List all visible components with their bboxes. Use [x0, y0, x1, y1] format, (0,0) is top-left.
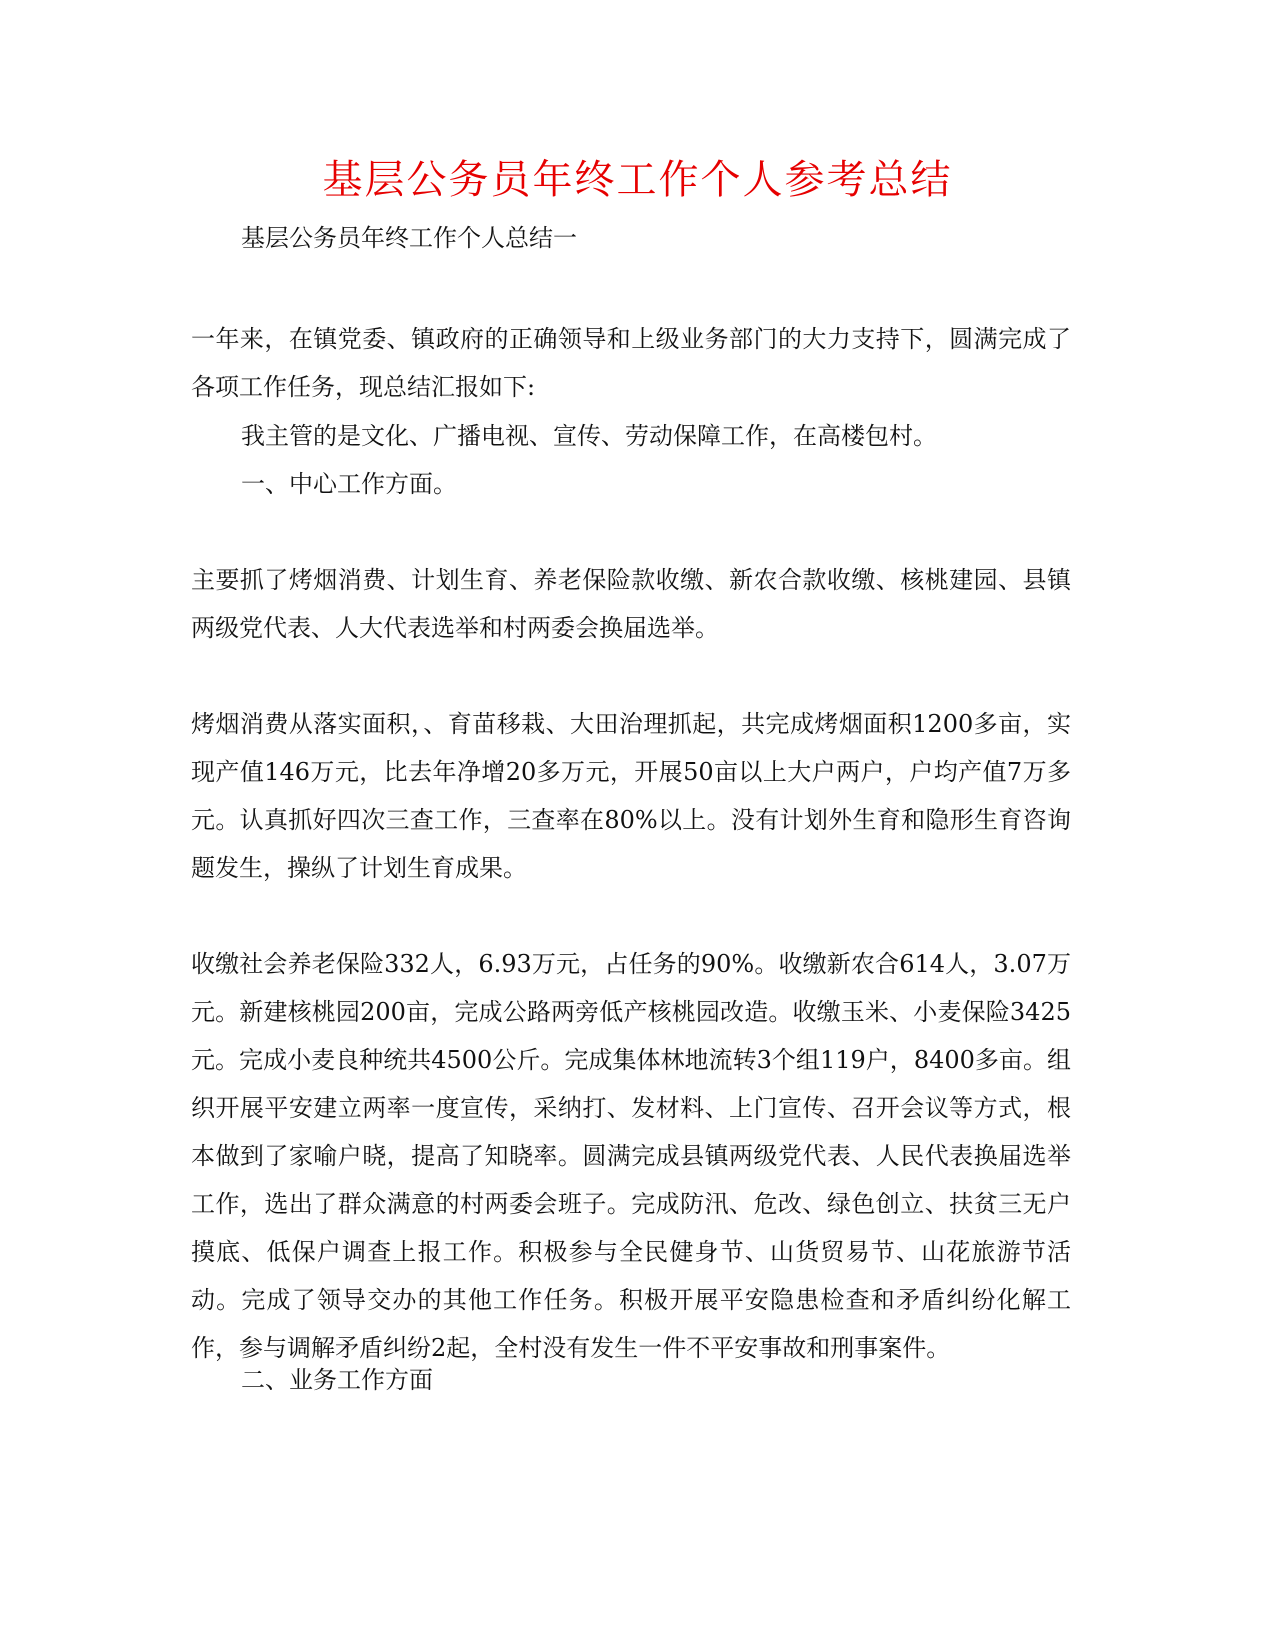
paragraph-insurance: 收缴社会养老保险332人，6.93万元，占任务的90%。收缴新农合614人，3.07万元。新建核桃园200亩，完成公路两旁低产核桃园改造。收缴玉米、小麦保险3425元。完成小麦良种统共4500公斤。完成集体林地流转3个组119户，8400多亩。组织开展平安建立两率一度宣传，采纳打、发材料、上门宣传、召开会议等方式，根本做到了家喻户晓，提高了知晓率。圆满完成县镇两级党代表、人民代表换届选举工作，选出了群众满意的村两委会班子。完成防汛、危改、绿色创立、扶贫三无户摸底、低保户调查上报工作。积极参与全民健身节、山货贸易节、山花旅游节活动。完成了领导交办的其他工作任务。积极开展平安隐患检查和矛盾纠纷化解工作，参与调解矛盾纠纷2起，全村没有发生一件不平安事故和刑事案件。 — [191, 950, 1071, 1362]
section-heading-central-work: 一、中心工作方面。 — [241, 470, 457, 498]
paragraph-main-tasks: 主要抓了烤烟消费、计划生育、养老保险款收缴、新农合款收缴、核桃建园、县镇两级党代表、人大代表选举和村两委会换届选举。 — [191, 566, 1071, 642]
paragraph-tobacco: 烤烟消费从落实面积，、育苗移栽、大田治理抓起，共完成烤烟面积1200多亩，实现产值146万元，比去年净增20多万元，开展50亩以上大户两户，户均产值7万多元。认真抓好四次三查工作，三查率在80%以上。没有计划外生育和隐形生育咨询题发生，操纵了计划生育成果。 — [191, 710, 1071, 882]
paragraph-responsibilities: 我主管的是文化、广播电视、宣传、劳动保障工作，在高楼包村。 — [241, 422, 937, 450]
document-title: 基层公务员年终工作个人参考总结 — [322, 157, 953, 203]
section-heading-business-work: 二、业务工作方面 — [241, 1366, 433, 1394]
document-subtitle: 基层公务员年终工作个人总结一 — [241, 224, 577, 252]
paragraph-intro: 一年来，在镇党委、镇政府的正确领导和上级业务部门的大力支持下，圆满完成了各项工作任务，现总结汇报如下: — [191, 325, 1071, 401]
